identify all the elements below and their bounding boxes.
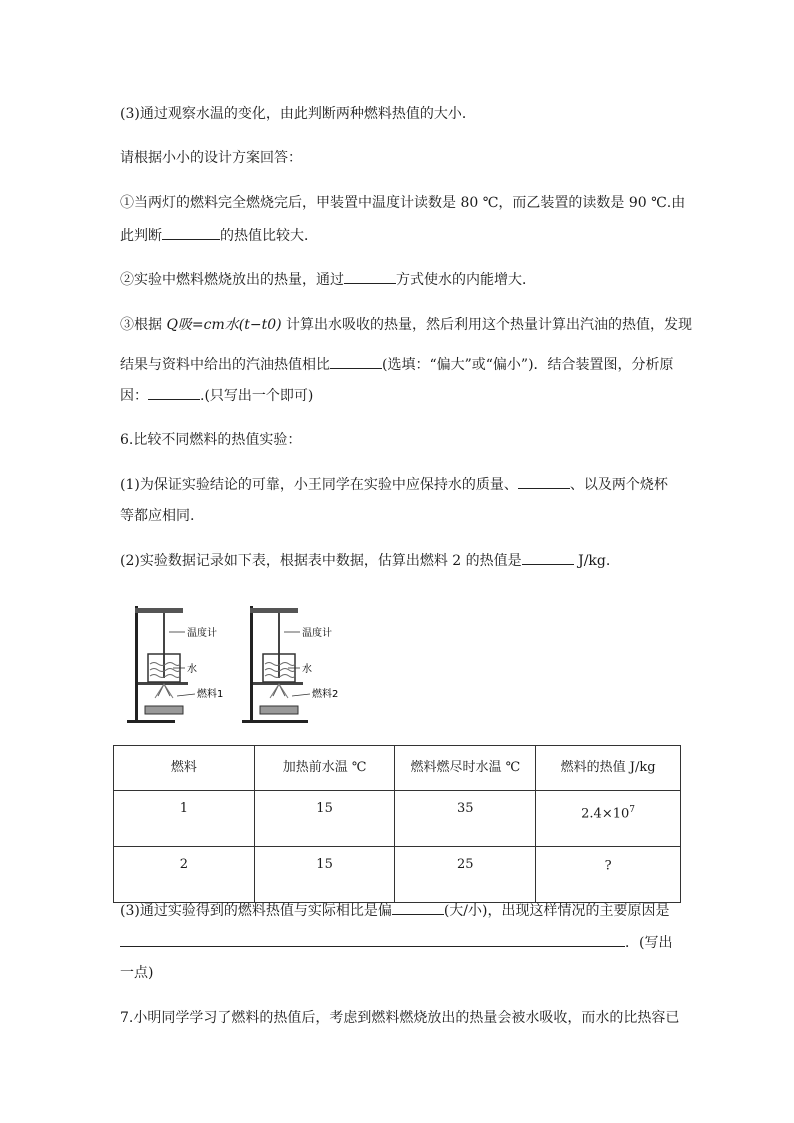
instruction-line: 请根据小小的设计方案回答： — [120, 150, 302, 166]
text: ③根据 — [120, 317, 167, 333]
heat-value-base: 2.4×10 — [581, 806, 630, 822]
sub-question-1-line1: ①当两灯的燃料完全燃烧完后，甲装置中温度计读数是 80 ℃，而乙装置的读数是 90 ℃.由 — [120, 195, 686, 211]
data-table — [113, 745, 681, 903]
fuel-lamp — [145, 706, 183, 714]
text: ②实验中燃料燃烧放出的热量，通过 — [120, 272, 344, 288]
question-6-part3-line2 — [120, 932, 672, 953]
question-6-part3-line3: 一点) — [120, 965, 154, 981]
text: (1)为保证实验结论的可靠，小王同学在实验中应保持水的质量、 — [120, 477, 518, 493]
label-fuel-1: 燃料1 — [197, 689, 224, 700]
formula: Q吸=cm水(t−t0) — [166, 317, 282, 333]
sub-question-3-line3 — [120, 385, 313, 406]
table-row — [114, 791, 681, 847]
cell-fuel: 2 — [114, 847, 255, 903]
answer-blank[interactable] — [392, 900, 444, 915]
apparatus-diagram — [125, 596, 355, 726]
cell-fuel: 1 — [114, 791, 255, 847]
question-5-step3: (3)通过观察水温的变化，由此判断两种燃料热值的大小． — [120, 106, 476, 122]
label-thermometer-2: 温度计 — [302, 628, 332, 639]
cell-heat-value — [536, 847, 681, 903]
heat-value-exponent: 7 — [629, 805, 635, 815]
stand-rod — [135, 606, 138, 721]
cell-temp-before: 15 — [254, 847, 395, 903]
sub-question-1-line2 — [120, 225, 318, 246]
text: 此判断 — [120, 228, 162, 244]
sub-question-2 — [120, 269, 536, 290]
header-heat-value: 燃料的热值 J/kg — [536, 746, 681, 791]
header-fuel: 燃料 — [114, 746, 255, 791]
answer-blank-long[interactable] — [120, 932, 625, 947]
text: 的热值比较大． — [220, 228, 318, 244]
cell-heat-value — [536, 791, 681, 847]
question-7-line1: 7.小明同学学习了燃料的热值后，考虑到燃料燃烧放出的热量会被水吸收，而水的比热容已 — [120, 1010, 680, 1026]
text: 因： — [120, 388, 148, 404]
apparatus-figure — [125, 596, 355, 726]
cell-temp-before: 15 — [254, 791, 395, 847]
header-temp-before: 加热前水温 ℃ — [254, 746, 395, 791]
text: 计算出水吸收的热量，然后利用这个热量计算出汽油的热值，发现 — [281, 317, 693, 333]
apparatus-2 — [242, 606, 338, 723]
text: J/kg. — [573, 553, 611, 569]
heat-value-base: ? — [604, 858, 612, 874]
sub-question-3-line1 — [120, 315, 692, 335]
text: (3)通过实验得到的燃料热值与实际相比是偏 — [120, 903, 392, 919]
question-6-part2 — [120, 550, 610, 571]
question-6-part1-line2: 等都应相同. — [120, 508, 195, 524]
text: (大/小)，出现这样情况的主要原因是 — [443, 903, 670, 919]
header-temp-after: 燃料燃尽时水温 ℃ — [395, 746, 536, 791]
answer-blank[interactable] — [162, 225, 220, 240]
answer-blank[interactable] — [344, 269, 396, 284]
text: (2)实验数据记录如下表，根据表中数据，估算出燃料 2 的热值是 — [120, 553, 522, 569]
sub-question-3-line2 — [120, 354, 674, 375]
table-header-row — [114, 746, 681, 791]
text: .(只写出一个即可) — [200, 388, 314, 404]
cell-temp-after: 35 — [395, 791, 536, 847]
label-thermometer-1: 温度计 — [187, 628, 217, 639]
clamp-arm — [135, 608, 183, 613]
question-6-title: 6.比较不同燃料的热值实验： — [120, 432, 302, 448]
answer-blank[interactable] — [330, 354, 382, 369]
stand-base — [127, 720, 175, 723]
cell-temp-after: 25 — [395, 847, 536, 903]
apparatus-1 — [127, 606, 223, 723]
text: (选填：“偏大”或“偏小”)．结合装置图，分析原 — [382, 357, 674, 373]
label-fuel-2: 燃料2 — [312, 689, 339, 700]
text: 结果与资料中给出的汽油热值相比 — [120, 357, 330, 373]
answer-blank[interactable] — [148, 385, 200, 400]
label-water-2: 水 — [302, 664, 312, 675]
text: 、以及两个烧杯 — [569, 477, 668, 493]
question-6-part1-line1 — [120, 474, 668, 495]
answer-blank[interactable] — [518, 474, 570, 489]
text: 方式使水的内能增大． — [396, 272, 536, 288]
answer-blank[interactable] — [522, 550, 574, 565]
text: ．(写出 — [625, 935, 673, 951]
table-row — [114, 847, 681, 903]
question-6-part3-line1 — [120, 900, 669, 921]
label-water-1: 水 — [187, 664, 197, 675]
